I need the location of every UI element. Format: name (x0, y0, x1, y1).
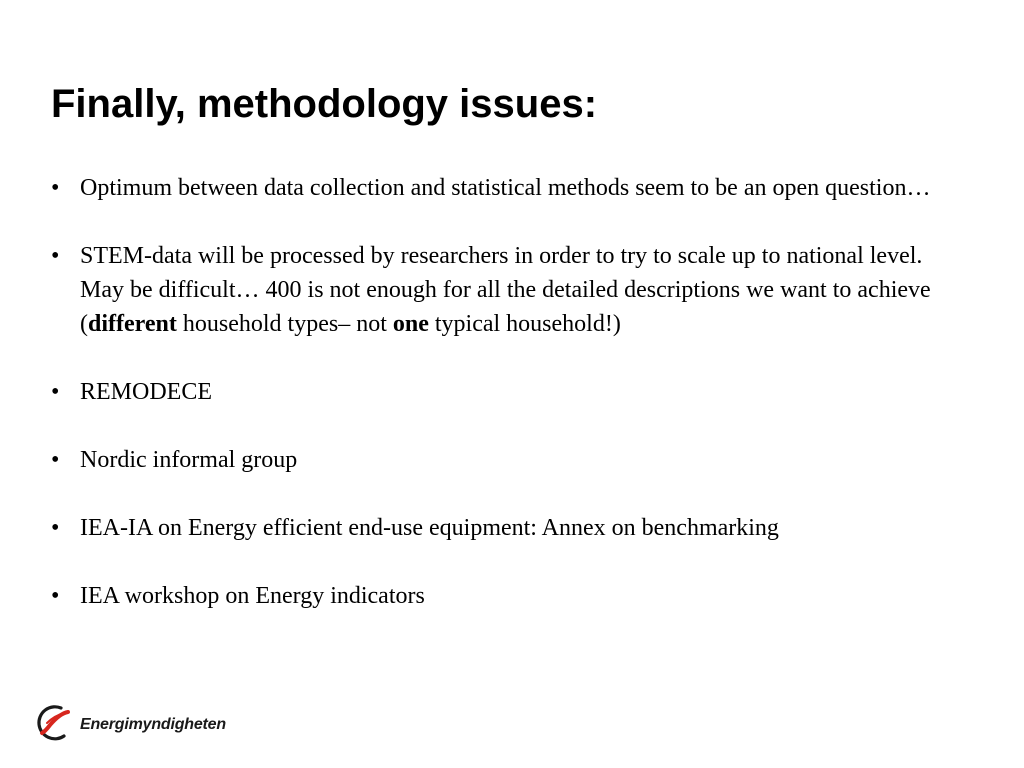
bullet-item (51, 579, 971, 613)
bullet-text: typical household!) (428, 311, 621, 337)
bullet-marker: • (51, 379, 60, 405)
bullet-text: household types– not (176, 311, 393, 337)
bullet-text: IEA-IA on Energy efficient end-use equipment: Annex on benchmarking (80, 515, 779, 541)
bullet-text: Optimum between data collection and statistical methods seem to be an open question… (80, 175, 931, 201)
slide-title: Finally, methodology issues: (51, 82, 598, 126)
bullet-marker: • (51, 515, 60, 541)
energimyndigheten-logo-icon (34, 700, 78, 744)
bullet-marker: • (51, 583, 60, 609)
bullet-text: REMODECE (80, 379, 212, 405)
bullet-emphasis: different (88, 311, 177, 337)
bullet-marker: • (51, 175, 60, 201)
bullet-item (51, 375, 971, 409)
bullet-item (51, 239, 971, 341)
bullet-marker: • (51, 243, 60, 269)
bullet-item (51, 511, 971, 545)
bullet-emphasis: one (392, 311, 429, 337)
bullet-marker: • (51, 447, 60, 473)
bullet-text: STEM-data will be processed by researchers in order to try to scale up to national level. May be difficult… 400 is not enough for all the detailed descriptions we want to achieve ( (80, 243, 931, 337)
bullet-item (51, 443, 971, 477)
bullet-text: Nordic informal group (80, 447, 298, 473)
bullet-list (51, 171, 971, 647)
bullet-text: IEA workshop on Energy indicators (80, 583, 425, 609)
logo-wordmark: Energimyndigheten (80, 716, 226, 733)
footer-logo (34, 700, 226, 744)
bullet-item (51, 171, 971, 205)
